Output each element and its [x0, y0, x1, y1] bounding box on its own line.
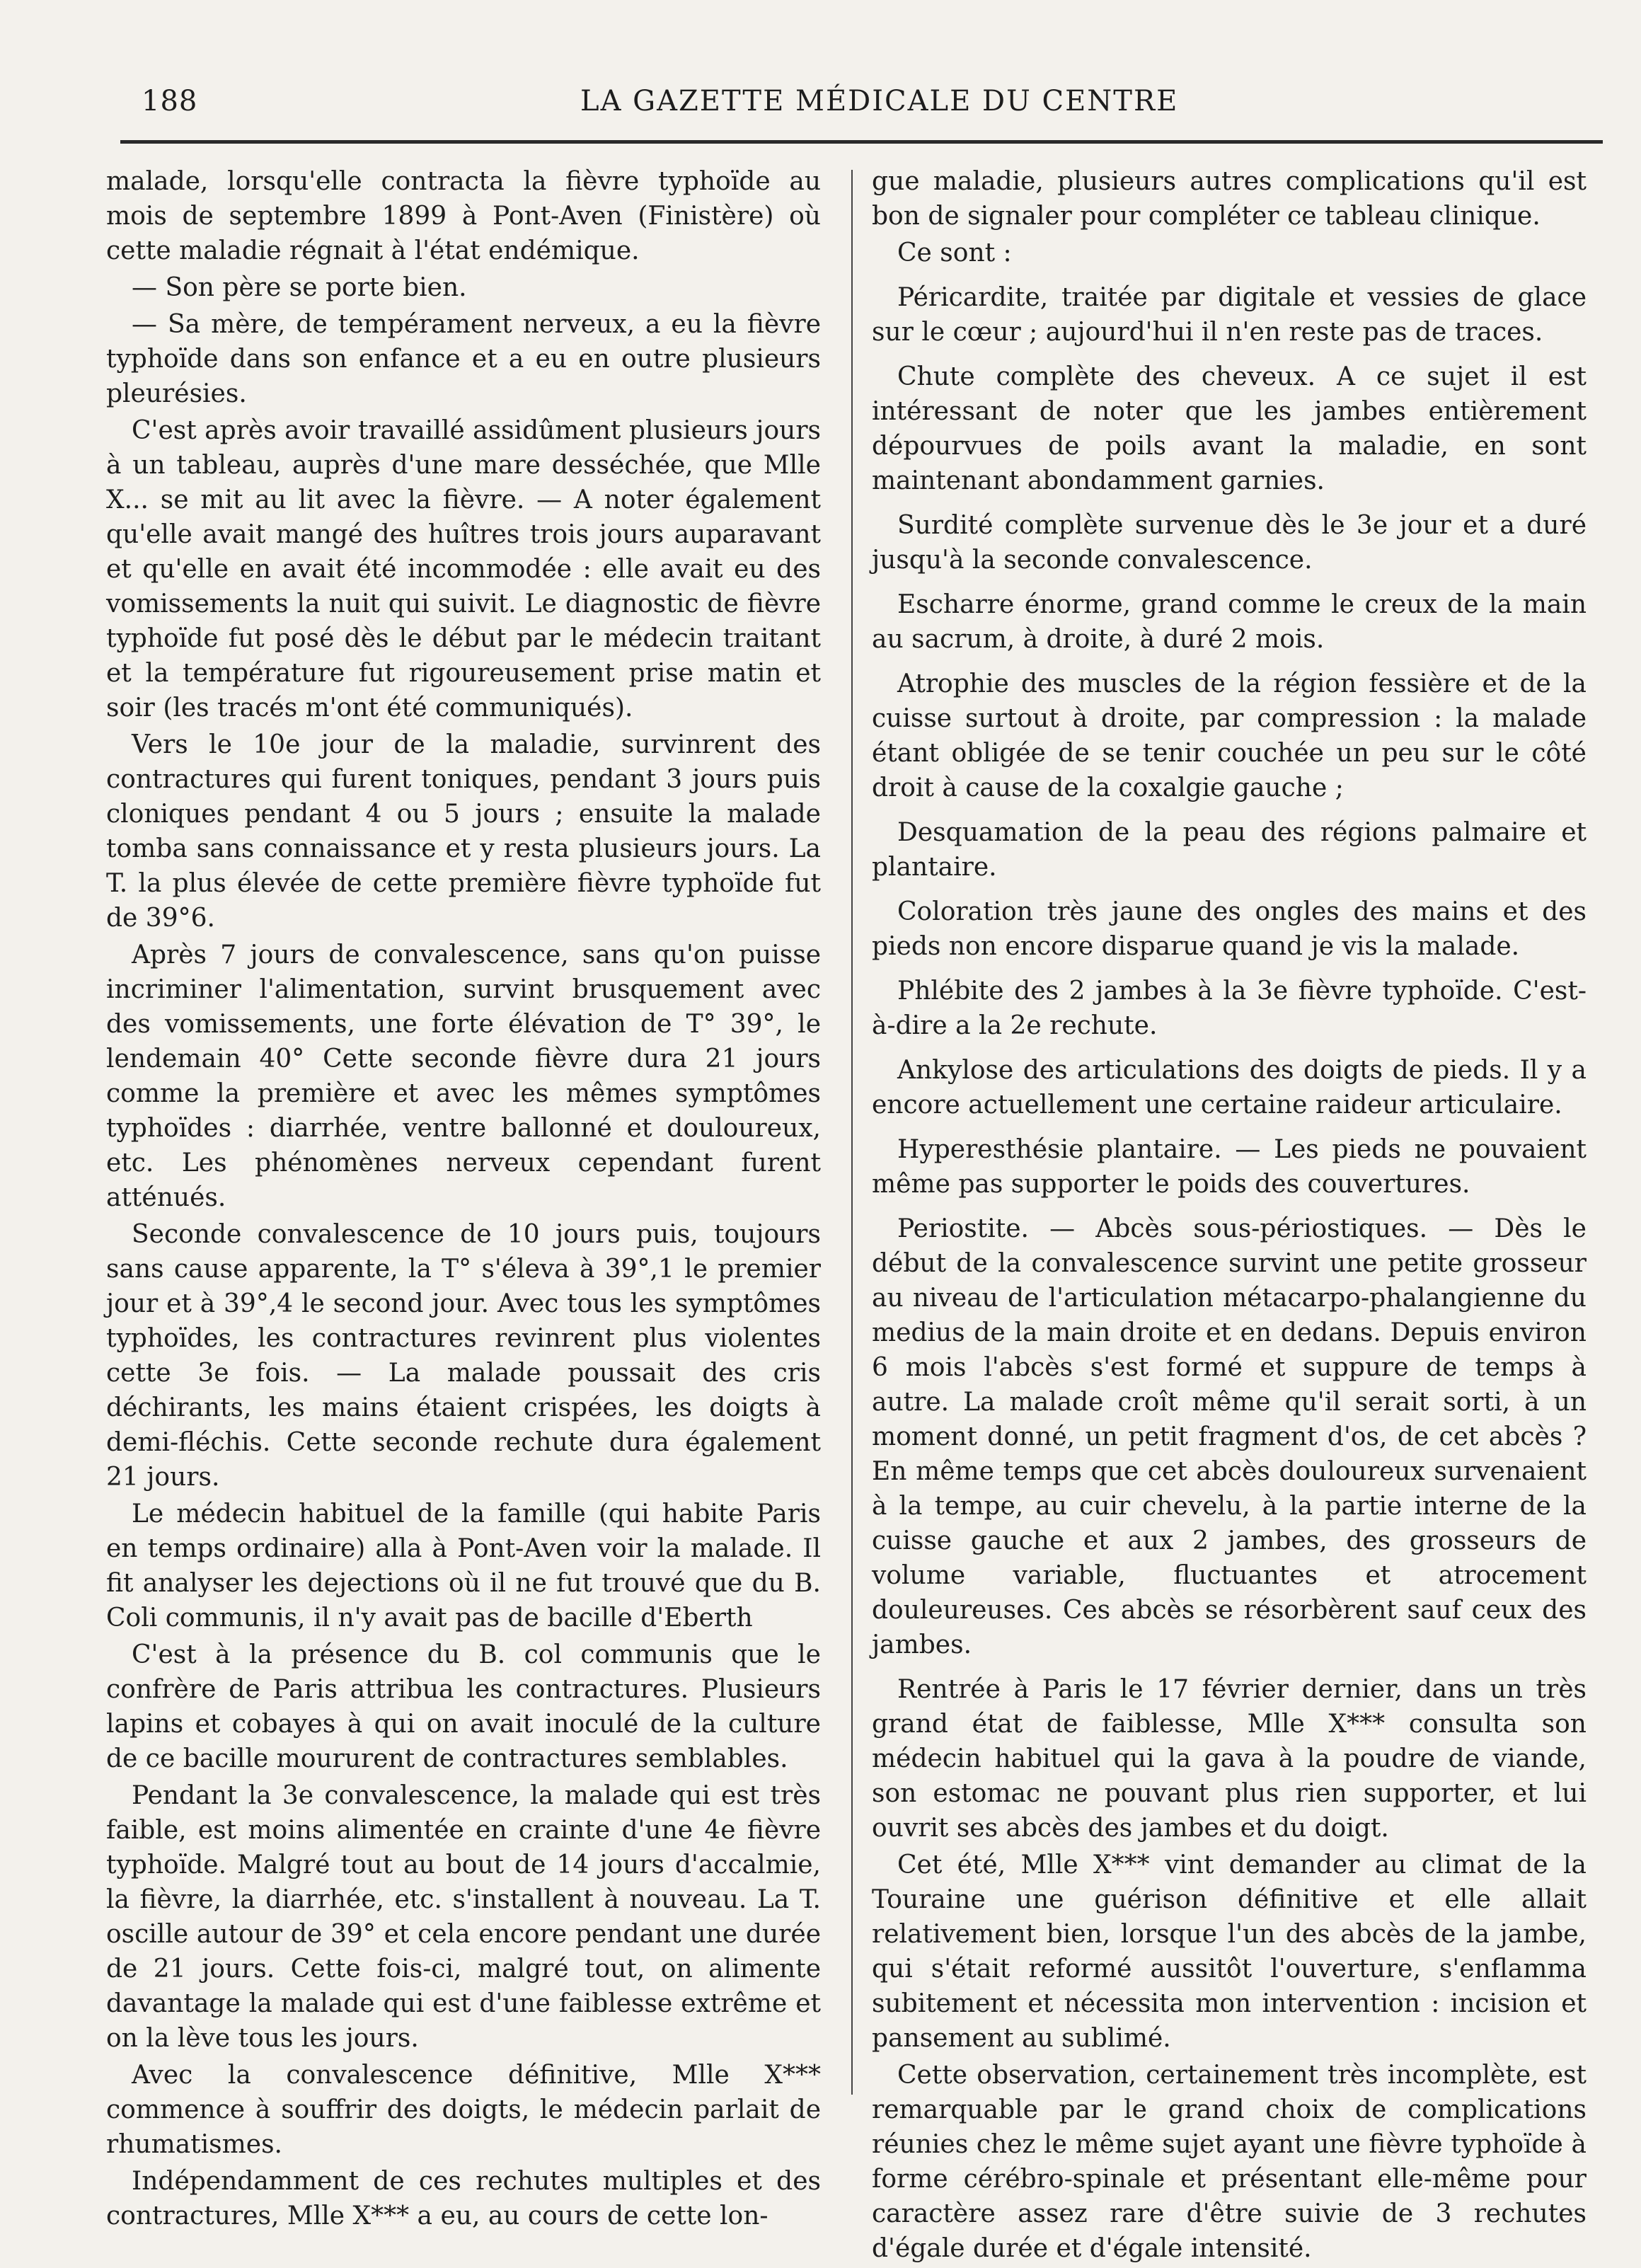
column-divider [851, 170, 853, 2095]
journal-title: LA GAZETTE MÉDICALE DU CENTRE [580, 85, 1179, 117]
paragraph: Le médecin habituel de la famille (qui habite Paris en temps ordinaire) alla à Pont-Aven voir la malade. Il fit analyser les dejections où il ne fut trouvé que du B. Coli communis, il n'y avait pas de bacille d'Eberth [106, 1499, 821, 1633]
paragraph: Cette observation, certainement très incomplète, est remarquable par le grand choix de complications réunies chez le même sujet ayant une fièvre typhoïde à forme cérébro-spinale et présentant elle-même pour caractère assez rare d'être suivie de 3 rechutes d'égale durée et d'égale intensité. [872, 2061, 1587, 2263]
paragraph: Indépendamment de ces rechutes multiples et des contractures, Mlle X*** a eu, au cours de cette lon- [106, 2167, 821, 2230]
paragraph: Coloration très jaune des ongles des mains et des pieds non encore disparue quand je vis la malade. [872, 897, 1587, 961]
paragraph: Ce sont : [897, 238, 1012, 267]
paragraph: — Son père se porte bien. [132, 273, 467, 302]
paragraph: C'est après avoir travaillé assidûment plusieurs jours à un tableau, auprès d'une mare desséchée, que Mlle X... se mit au lit avec la fièvre. — A noter également qu'elle avait mangé des huîtres trois jours auparavant et qu'elle en avait été incommodée : elle avait eu des vomissements la nuit qui suivit. Le diagnostic de fièvre typhoïde fut posé dès le début par le médecin traitant et la température fut rigoureusement prise matin et soir (les tracés m'ont été communiqués). [106, 416, 821, 723]
paragraph: gue maladie, plusieurs autres complications qu'il est bon de signaler pour compléter ce tableau clinique. [872, 167, 1587, 231]
paragraph: Cet été, Mlle X*** vint demander au climat de la Touraine une guérison définitive et elle allait relativement bien, lorsque l'un des abcès de la jambe, qui s'était reformé aussitôt l'ouverture, s'enflamma subitement et nécessita mon intervention : incision et pansement au sublimé. [872, 1850, 1587, 2053]
paragraph: Vers le 10e jour de la maladie, survinrent des contractures qui furent toniques, pendant 3 jours puis cloniques pendant 4 ou 5 jours ; ensuite la malade tomba sans connaissance et y resta plusieurs jours. La T. la plus élevée de cette première fièvre typhoïde fut de 39°6. [106, 730, 821, 933]
paragraph: Escharre énorme, grand comme le creux de la main au sacrum, à droite, à duré 2 mois. [872, 590, 1587, 654]
left-column [106, 164, 821, 2235]
paragraph: C'est à la présence du B. col communis que le confrère de Paris attribua les contractures. Plusieurs lapins et cobayes à qui on avait inoculé de la culture de ce bacille moururent de contractures semblables. [106, 1640, 821, 1773]
paragraph: Hyperesthésie plantaire. — Les pieds ne pouvaient même pas supporter le poids des couvertures. [872, 1135, 1587, 1199]
paragraph: Pendant la 3e convalescence, la malade qui est très faible, est moins alimentée en crainte d'une 4e fièvre typhoïde. Malgré tout au bout de 14 jours d'accalmie, la fièvre, la diarrhée, etc. s'installent à nouveau. La T. oscille autour de 39° et cela encore pendant une durée de 21 jours. Cette fois-ci, malgré tout, on alimente davantage la malade qui est d'une faiblesse extrême et on la lève tous les jours. [106, 1781, 821, 2053]
paragraph: Chute complète des cheveux. A ce sujet il est intéressant de noter que les jambes entièrement dépourvues de poils avant la maladie, en sont maintenant abondamment garnies. [872, 362, 1587, 495]
header-rule [120, 140, 1603, 144]
paragraph: Atrophie des muscles de la région fessière et de la cuisse surtout à droite, par compression : la malade étant obligée de se tenir couchée un peu sur le côté droit à cause de la coxalgie gauche ; [872, 669, 1587, 802]
paragraph: Ankylose des articulations des doigts de pieds. Il y a encore actuellement une certaine raideur articulaire. [872, 1056, 1587, 1119]
page-header [142, 85, 1603, 127]
paragraph: Periostite. — Abcès sous-périostiques. — Dès le début de la convalescence survint une petite grosseur au niveau de l'articulation métacarpo-phalangienne du medius de la main droite et en dedans. Depuis environ 6 mois l'abcès s'est formé et suppure de temps à autre. La malade croît même qu'il serait sorti, à un moment donné, un petit fragment d'os, de cet abcès ? En même temps que cet abcès douloureux survenaient à la tempe, au cuir chevelu, à la partie interne de la cuisse gauche et aux 2 jambes, des grosseurs de volume variable, fluctuantes et atrocement douleureuses. Ces abcès se résorbèrent sauf ceux des jambes. [872, 1214, 1587, 1659]
page-number: 188 [142, 85, 198, 117]
paragraph: Desquamation de la peau des régions palmaire et plantaire. [872, 818, 1587, 882]
paragraph: Péricardite, traitée par digitale et vessies de glace sur le cœur ; aujourd'hui il n'en reste pas de traces. [872, 283, 1587, 347]
paragraph: Surdité complète survenue dès le 3e jour et a duré jusqu'à la seconde convalescence. [872, 511, 1587, 575]
paragraph: Rentrée à Paris le 17 février dernier, dans un très grand état de faiblesse, Mlle X*** consulta son médecin habituel qui la gava à la poudre de viande, son estomac ne pouvant plus rien supporter, et lui ouvrit ses abcès des jambes et du doigt. [872, 1675, 1587, 1843]
paragraph: Avec la convalescence définitive, Mlle X*** commence à souffrir des doigts, le médecin parlait de rhumatismes. [106, 2061, 821, 2159]
paragraph: Phlébite des 2 jambes à la 3e fièvre typhoïde. C'est-à-dire a la 2e rechute. [872, 977, 1587, 1040]
paragraph: Seconde convalescence de 10 jours puis, toujours sans cause apparente, la T° s'éleva à 39°,1 le premier jour et à 39°,4 le second jour. Avec tous les symptômes typhoïdes, les contractures revinrent plus violentes cette 3e fois. — La malade poussait des cris déchirants, les mains étaient crispées, les doigts à demi-fléchis. Cette seconde rechute dura également 21 jours. [106, 1220, 821, 1492]
right-column [872, 164, 1587, 2268]
paragraph: malade, lorsqu'elle contracta la fièvre typhoïde au mois de septembre 1899 à Pont-Aven (Finistère) où cette maladie régnait à l'état endémique. [106, 167, 821, 265]
paragraph: Après 7 jours de convalescence, sans qu'on puisse incriminer l'alimentation, survint brusquement avec des vomissements, une forte élévation de T° 39°, le lendemain 40° Cette seconde fièvre dura 21 jours comme la première et avec les mêmes symptômes typhoïdes : diarrhée, ventre ballonné et douloureux, etc. Les phénomènes nerveux cependant furent atténués. [106, 940, 821, 1212]
paragraph: — Sa mère, de tempérament nerveux, a eu la fièvre typhoïde dans son enfance et a eu en outre plusieurs pleurésies. [106, 310, 821, 408]
